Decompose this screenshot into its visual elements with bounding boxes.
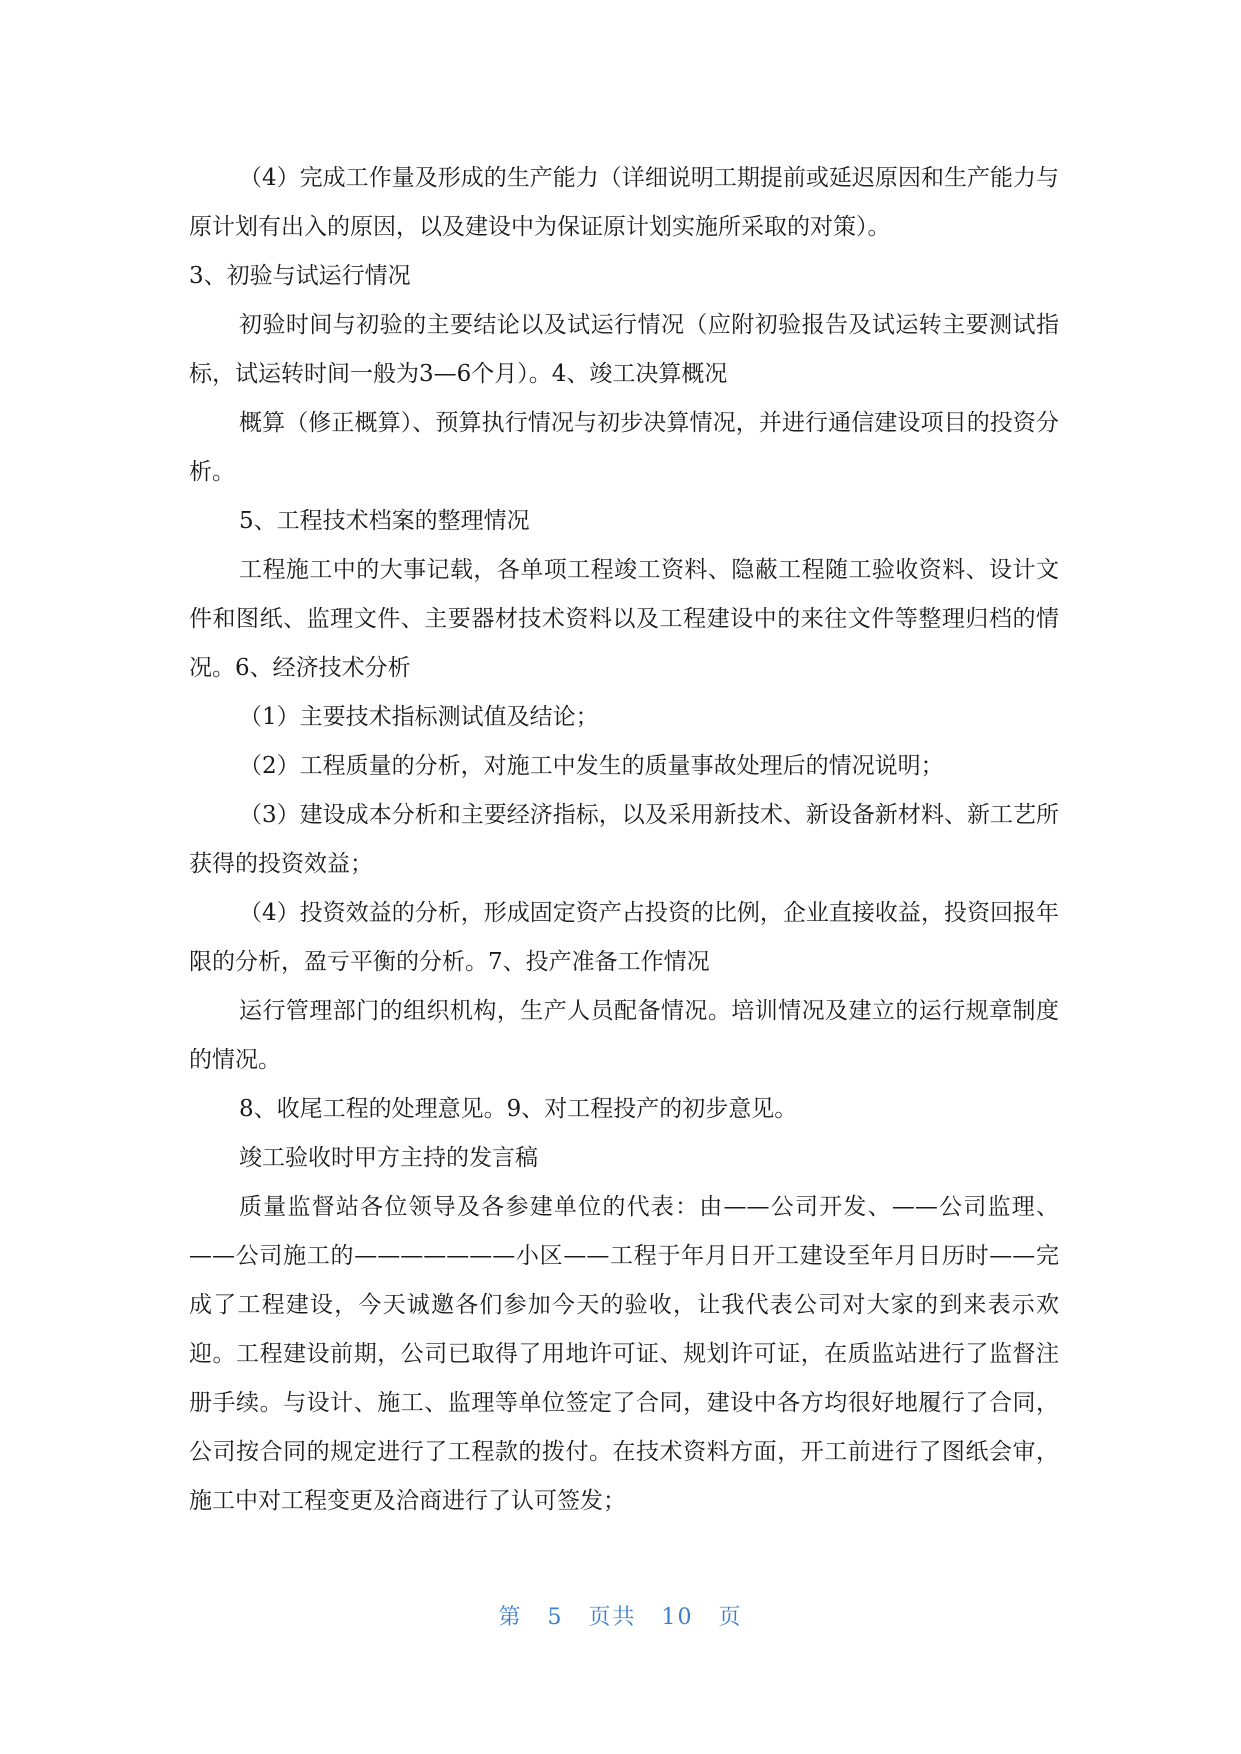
heading-5: 5、工程技术档案的整理情况 (239, 508, 530, 534)
page-footer (0, 1600, 1241, 1631)
speech-title: 竣工验收时甲方主持的发言稿 (239, 1145, 538, 1171)
footer-suffix: 页 (718, 1605, 743, 1630)
list-item-4: （4）投资效益的分析，形成固定资产占投资的比例，企业直接收益，投资回报年限的分析，盈亏平衡的分析。7、投产准备工作情况 (189, 900, 1059, 975)
list-item-3: （3）建设成本分析和主要经济指标，以及采用新技术、新设备新材料、新工艺所获得的投资效益； (189, 802, 1059, 877)
paragraph-4: 概算（修正概算）、预算执行情况与初步决算情况，并进行通信建设项目的投资分析。 (189, 410, 1059, 485)
current-page-number: 5 (547, 1605, 564, 1630)
paragraph-1: （4）完成工作量及形成的生产能力（详细说明工期提前或延迟原因和生产能力与原计划有出入的原因，以及建设中为保证原计划实施所采取的对策）。 (189, 165, 1059, 240)
document-body (189, 154, 1059, 1526)
paragraph-12: 8、收尾工程的处理意见。9、对工程投产的初步意见。 (239, 1096, 798, 1122)
list-item-1: （1）主要技术指标测试值及结论； (239, 704, 599, 730)
footer-prefix: 第 (498, 1605, 523, 1630)
heading-3: 3、初验与试运行情况 (189, 263, 411, 289)
paragraph-6: 工程施工中的大事记载，各单项工程竣工资料、隐蔽工程随工验收资料、设计文件和图纸、监理文件、主要器材技术资料以及工程建设中的来往文件等整理归档的情况。6、经济技术分析 (189, 557, 1059, 681)
total-page-number: 10 (661, 1605, 694, 1630)
list-item-2: （2）工程质量的分析，对施工中发生的质量事故处理后的情况说明； (239, 753, 944, 779)
paragraph-3: 初验时间与初验的主要结论以及试运行情况（应附初验报告及试运转主要测试指标，试运转时间一般为3—6个月）。4、竣工决算概况 (189, 312, 1059, 387)
paragraph-11: 运行管理部门的组织机构，生产人员配备情况。培训情况及建立的运行规章制度的情况。 (189, 998, 1059, 1073)
speech-body: 质量监督站各位领导及各参建单位的代表：由——公司开发、——公司监理、——公司施工的———————小区——工程于年月日开工建设至年月日历时——完成了工程建设，今天诚邀各们参加今天的验收，让我代表公司对大家的到来表示欢迎。工程建设前期，公司已取得了用地许可证、规划许可证，在质监站进行了监督注册手续。与设计、施工、监理等单位签定了合同，建设中各方均很好地履行了合同，公司按合同的规定进行了工程款的拨付。在技术资料方面，开工前进行了图纸会审，施工中对工程变更及洽商进行了认可签发； (189, 1194, 1059, 1514)
footer-middle: 页共 (588, 1605, 637, 1630)
